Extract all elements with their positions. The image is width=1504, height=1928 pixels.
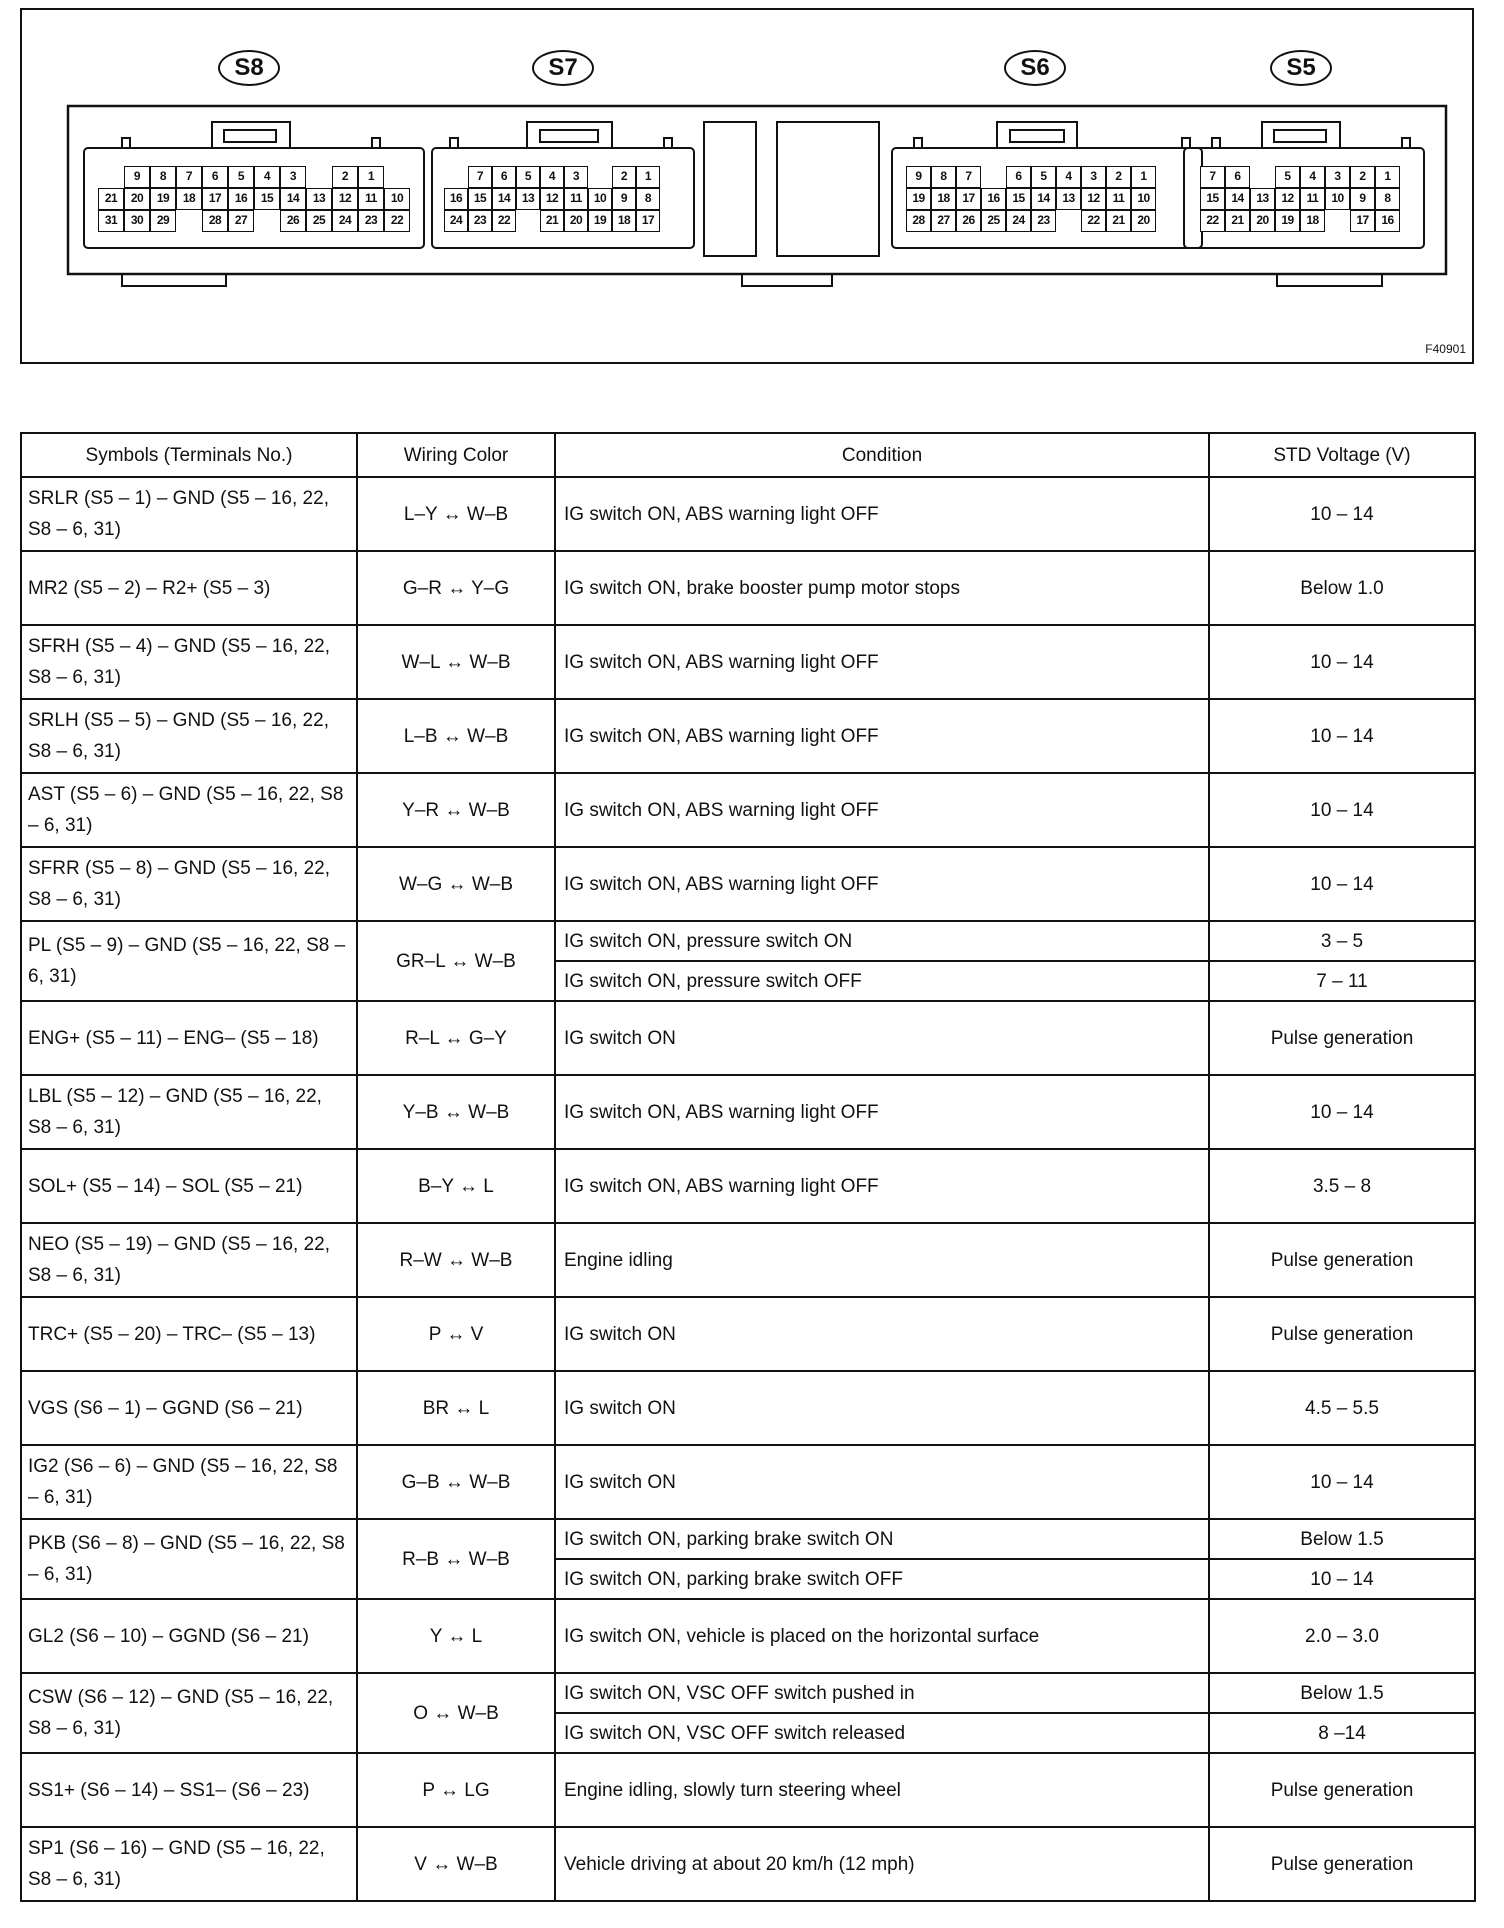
cell-symbol: SFRR (S5 – 8) – GND (S5 – 16, 22, S8 – 6, 31)	[21, 847, 357, 921]
pin-cell: 27	[931, 210, 956, 232]
pin-cell: 20	[564, 210, 588, 232]
pin-cell: 19	[150, 188, 176, 210]
cell-symbol: AST (S5 – 6) – GND (S5 – 16, 22, S8 – 6, 31)	[21, 773, 357, 847]
cell-symbol: VGS (S6 – 1) – GGND (S6 – 21)	[21, 1371, 357, 1445]
cell-condition: IG switch ON, parking brake switch ON	[555, 1519, 1209, 1559]
cell-wiring-color: BR ↔ L	[357, 1371, 555, 1445]
cell-condition: IG switch ON, ABS warning light OFF	[555, 625, 1209, 699]
pin-cell: 2	[1350, 166, 1375, 188]
cell-std-voltage: 7 – 11	[1209, 961, 1475, 1001]
pin-cell: 5	[516, 166, 540, 188]
pin-cell: 26	[956, 210, 981, 232]
pin-cell: 28	[202, 210, 228, 232]
pin-cell: 10	[1325, 188, 1350, 210]
cell-std-voltage: Pulse generation	[1209, 1827, 1475, 1901]
pin-cell: 17	[1350, 210, 1375, 232]
cell-condition: IG switch ON, ABS warning light OFF	[555, 773, 1209, 847]
pin-cell: 12	[1081, 188, 1106, 210]
cell-std-voltage: 10 – 14	[1209, 699, 1475, 773]
cell-wiring-color: Y ↔ L	[357, 1599, 555, 1673]
pin-cell: 4	[1300, 166, 1325, 188]
terminal-voltage-table	[20, 432, 1474, 1902]
pin-cell: 25	[981, 210, 1006, 232]
pin-cell: 5	[228, 166, 254, 188]
pin-cell: 25	[306, 210, 332, 232]
cell-wiring-color: L–B ↔ W–B	[357, 699, 555, 773]
cell-wiring-color: GR–L ↔ W–B	[357, 921, 555, 1001]
cell-wiring-color: R–W ↔ W–B	[357, 1223, 555, 1297]
pin-cell: 17	[636, 210, 660, 232]
pin-cell: 9	[612, 188, 636, 210]
pin-cell: 14	[492, 188, 516, 210]
pin-cell: 18	[176, 188, 202, 210]
cell-wiring-color: R–L ↔ G–Y	[357, 1001, 555, 1075]
cell-std-voltage: Below 1.5	[1209, 1673, 1475, 1713]
pin-cell: 1	[1375, 166, 1400, 188]
header-symbols: Symbols (Terminals No.)	[21, 433, 357, 477]
pin-cell: 30	[124, 210, 150, 232]
pin-cell: 6	[202, 166, 228, 188]
pin-cell	[1056, 210, 1081, 232]
connector-s5-pins	[1200, 166, 1400, 232]
table-row	[21, 477, 1475, 551]
pin-cell: 20	[124, 188, 150, 210]
pin-cell: 11	[358, 188, 384, 210]
pin-cell: 29	[150, 210, 176, 232]
pin-cell: 26	[280, 210, 306, 232]
connector-s6-pins	[906, 166, 1156, 232]
pin-cell	[384, 166, 410, 188]
pin-cell: 5	[1275, 166, 1300, 188]
cell-std-voltage: Pulse generation	[1209, 1001, 1475, 1075]
table-row	[21, 625, 1475, 699]
pin-cell: 20	[1250, 210, 1275, 232]
pin-cell: 9	[124, 166, 150, 188]
pin-cell: 6	[492, 166, 516, 188]
pin-cell: 3	[1325, 166, 1350, 188]
pin-cell: 9	[1350, 188, 1375, 210]
cell-symbol: PKB (S6 – 8) – GND (S5 – 16, 22, S8 – 6, 31)	[21, 1519, 357, 1599]
pin-cell: 3	[1081, 166, 1106, 188]
cell-condition: IG switch ON, vehicle is placed on the horizontal surface	[555, 1599, 1209, 1673]
pin-cell: 6	[1225, 166, 1250, 188]
pin-cell: 7	[468, 166, 492, 188]
pin-cell: 1	[636, 166, 660, 188]
pin-cell	[1325, 210, 1350, 232]
header-wiring-color: Wiring Color	[357, 433, 555, 477]
pin-cell: 8	[636, 188, 660, 210]
pin-cell: 21	[1225, 210, 1250, 232]
pin-cell: 14	[1031, 188, 1056, 210]
table-row	[21, 847, 1475, 921]
pin-cell: 11	[564, 188, 588, 210]
pin-cell	[660, 188, 684, 210]
table-row	[21, 1075, 1475, 1149]
pin-cell: 23	[1031, 210, 1056, 232]
cell-condition: IG switch ON, parking brake switch OFF	[555, 1559, 1209, 1599]
pin-cell: 19	[906, 188, 931, 210]
pin-cell: 8	[150, 166, 176, 188]
table-row	[21, 1519, 1475, 1559]
pin-cell	[306, 166, 332, 188]
pin-cell: 22	[384, 210, 410, 232]
pin-cell: 13	[1056, 188, 1081, 210]
cell-std-voltage: Pulse generation	[1209, 1753, 1475, 1827]
table-header-row	[21, 433, 1475, 477]
pin-cell: 15	[254, 188, 280, 210]
cell-condition: Vehicle driving at about 20 km/h (12 mph)	[555, 1827, 1209, 1901]
pin-cell: 15	[1200, 188, 1225, 210]
cell-std-voltage: Pulse generation	[1209, 1223, 1475, 1297]
cell-std-voltage: Below 1.5	[1209, 1519, 1475, 1559]
pin-cell: 18	[1300, 210, 1325, 232]
pin-cell: 22	[1081, 210, 1106, 232]
pin-cell: 22	[492, 210, 516, 232]
connector-label-s7: S7	[532, 50, 594, 86]
cell-symbol: CSW (S6 – 12) – GND (S5 – 16, 22, S8 – 6, 31)	[21, 1673, 357, 1753]
cell-condition: IG switch ON, ABS warning light OFF	[555, 1075, 1209, 1149]
cell-std-voltage: 8 –14	[1209, 1713, 1475, 1753]
cell-condition: IG switch ON, pressure switch OFF	[555, 961, 1209, 1001]
connector-s8-pins	[98, 166, 410, 232]
cell-wiring-color: L–Y ↔ W–B	[357, 477, 555, 551]
cell-std-voltage: 10 – 14	[1209, 1559, 1475, 1599]
pin-cell	[516, 210, 540, 232]
pin-cell: 7	[956, 166, 981, 188]
cell-std-voltage: 10 – 14	[1209, 773, 1475, 847]
cell-condition: IG switch ON	[555, 1001, 1209, 1075]
table-row	[21, 551, 1475, 625]
pin-cell	[254, 210, 280, 232]
pin-cell: 10	[1131, 188, 1156, 210]
cell-symbol: SP1 (S6 – 16) – GND (S5 – 16, 22, S8 – 6, 31)	[21, 1827, 357, 1901]
pin-cell: 2	[332, 166, 358, 188]
cell-wiring-color: O ↔ W–B	[357, 1673, 555, 1753]
pin-cell: 18	[931, 188, 956, 210]
pin-cell: 13	[1250, 188, 1275, 210]
pin-cell: 24	[444, 210, 468, 232]
header-condition: Condition	[555, 433, 1209, 477]
cell-symbol: SS1+ (S6 – 14) – SS1– (S6 – 23)	[21, 1753, 357, 1827]
table-row	[21, 1827, 1475, 1901]
cell-condition: IG switch ON, ABS warning light OFF	[555, 1149, 1209, 1223]
cell-condition: IG switch ON	[555, 1297, 1209, 1371]
table-row	[21, 773, 1475, 847]
pin-cell: 13	[516, 188, 540, 210]
pin-cell: 23	[358, 210, 384, 232]
pin-cell: 19	[588, 210, 612, 232]
pin-cell	[660, 166, 684, 188]
connector-s7-pins	[444, 166, 684, 232]
cell-condition: IG switch ON, ABS warning light OFF	[555, 477, 1209, 551]
table-row	[21, 921, 1475, 961]
pin-cell	[588, 166, 612, 188]
pin-cell: 27	[228, 210, 254, 232]
cell-condition: IG switch ON, ABS warning light OFF	[555, 699, 1209, 773]
pin-cell: 16	[444, 188, 468, 210]
cell-std-voltage: 10 – 14	[1209, 625, 1475, 699]
pin-cell: 12	[332, 188, 358, 210]
pin-cell: 18	[612, 210, 636, 232]
pin-cell: 16	[228, 188, 254, 210]
pin-cell: 12	[540, 188, 564, 210]
pin-cell: 21	[540, 210, 564, 232]
cell-std-voltage: 4.5 – 5.5	[1209, 1371, 1475, 1445]
cell-condition: IG switch ON, ABS warning light OFF	[555, 847, 1209, 921]
cell-std-voltage: Below 1.0	[1209, 551, 1475, 625]
pin-cell: 23	[468, 210, 492, 232]
cell-symbol: ENG+ (S5 – 11) – ENG– (S5 – 18)	[21, 1001, 357, 1075]
cell-wiring-color: W–G ↔ W–B	[357, 847, 555, 921]
pin-cell: 7	[1200, 166, 1225, 188]
cell-condition: IG switch ON	[555, 1371, 1209, 1445]
pin-cell: 9	[906, 166, 931, 188]
cell-symbol: IG2 (S6 – 6) – GND (S5 – 16, 22, S8 – 6, 31)	[21, 1445, 357, 1519]
pin-cell: 19	[1275, 210, 1300, 232]
cell-condition: IG switch ON	[555, 1445, 1209, 1519]
pin-cell: 8	[1375, 188, 1400, 210]
cell-condition: IG switch ON, pressure switch ON	[555, 921, 1209, 961]
pin-cell: 4	[1056, 166, 1081, 188]
cell-std-voltage: 10 – 14	[1209, 847, 1475, 921]
pin-cell: 24	[332, 210, 358, 232]
cell-wiring-color: Y–R ↔ W–B	[357, 773, 555, 847]
pin-cell: 2	[1106, 166, 1131, 188]
pin-cell: 22	[1200, 210, 1225, 232]
cell-std-voltage: Pulse generation	[1209, 1297, 1475, 1371]
pin-cell: 21	[1106, 210, 1131, 232]
pin-cell: 13	[306, 188, 332, 210]
pin-cell: 15	[1006, 188, 1031, 210]
cell-wiring-color: V ↔ W–B	[357, 1827, 555, 1901]
pin-cell: 2	[612, 166, 636, 188]
header-std-voltage: STD Voltage (V)	[1209, 433, 1475, 477]
table-row	[21, 699, 1475, 773]
cell-symbol: SRLH (S5 – 5) – GND (S5 – 16, 22, S8 – 6, 31)	[21, 699, 357, 773]
cell-symbol: LBL (S5 – 12) – GND (S5 – 16, 22, S8 – 6, 31)	[21, 1075, 357, 1149]
table-row	[21, 1445, 1475, 1519]
connector-label-s5: S5	[1270, 50, 1332, 86]
pin-cell: 3	[280, 166, 306, 188]
cell-condition: IG switch ON, VSC OFF switch pushed in	[555, 1673, 1209, 1713]
pin-cell: 10	[384, 188, 410, 210]
table-row	[21, 1371, 1475, 1445]
cell-symbol: SFRH (S5 – 4) – GND (S5 – 16, 22, S8 – 6, 31)	[21, 625, 357, 699]
cell-std-voltage: 2.0 – 3.0	[1209, 1599, 1475, 1673]
table-row	[21, 1673, 1475, 1713]
cell-wiring-color: P ↔ V	[357, 1297, 555, 1371]
pin-cell	[1250, 166, 1275, 188]
pin-cell: 1	[358, 166, 384, 188]
pin-cell: 1	[1131, 166, 1156, 188]
pin-cell: 28	[906, 210, 931, 232]
pin-cell: 17	[202, 188, 228, 210]
cell-std-voltage: 3 – 5	[1209, 921, 1475, 961]
table-row	[21, 1001, 1475, 1075]
cell-wiring-color: B–Y ↔ L	[357, 1149, 555, 1223]
cell-std-voltage: 10 – 14	[1209, 477, 1475, 551]
cell-wiring-color: G–B ↔ W–B	[357, 1445, 555, 1519]
pin-cell: 21	[98, 188, 124, 210]
pin-cell: 4	[540, 166, 564, 188]
pin-cell: 10	[588, 188, 612, 210]
cell-wiring-color: P ↔ LG	[357, 1753, 555, 1827]
cell-condition: IG switch ON, brake booster pump motor stops	[555, 551, 1209, 625]
table-row	[21, 1753, 1475, 1827]
table-row	[21, 1297, 1475, 1371]
pin-cell: 20	[1131, 210, 1156, 232]
figure-id: F40901	[1425, 342, 1466, 356]
pin-cell: 6	[1006, 166, 1031, 188]
cell-std-voltage: 3.5 – 8	[1209, 1149, 1475, 1223]
cell-condition: IG switch ON, VSC OFF switch released	[555, 1713, 1209, 1753]
cell-wiring-color: G–R ↔ Y–G	[357, 551, 555, 625]
connector-diagram	[20, 8, 1474, 364]
table-row	[21, 1223, 1475, 1297]
pin-cell: 15	[468, 188, 492, 210]
connector-label-s8: S8	[218, 50, 280, 86]
pin-cell: 4	[254, 166, 280, 188]
cell-symbol: SOL+ (S5 – 14) – SOL (S5 – 21)	[21, 1149, 357, 1223]
pin-cell: 11	[1106, 188, 1131, 210]
cell-symbol: TRC+ (S5 – 20) – TRC– (S5 – 13)	[21, 1297, 357, 1371]
pin-cell: 5	[1031, 166, 1056, 188]
pin-cell: 8	[931, 166, 956, 188]
pin-cell	[444, 166, 468, 188]
pin-cell: 12	[1275, 188, 1300, 210]
pin-cell: 16	[981, 188, 1006, 210]
cell-std-voltage: 10 – 14	[1209, 1445, 1475, 1519]
connector-label-s6: S6	[1004, 50, 1066, 86]
pin-cell: 14	[280, 188, 306, 210]
pin-cell: 16	[1375, 210, 1400, 232]
table-body	[21, 477, 1475, 1901]
pin-cell	[98, 166, 124, 188]
pin-cell: 17	[956, 188, 981, 210]
pin-cell: 14	[1225, 188, 1250, 210]
cell-condition: Engine idling, slowly turn steering wheel	[555, 1753, 1209, 1827]
pin-cell	[981, 166, 1006, 188]
cell-wiring-color: W–L ↔ W–B	[357, 625, 555, 699]
cell-wiring-color: Y–B ↔ W–B	[357, 1075, 555, 1149]
table-row	[21, 1599, 1475, 1673]
pin-cell: 31	[98, 210, 124, 232]
pin-cell	[660, 210, 684, 232]
pin-cell: 3	[564, 166, 588, 188]
cell-symbol: SRLR (S5 – 1) – GND (S5 – 16, 22, S8 – 6, 31)	[21, 477, 357, 551]
pin-cell: 11	[1300, 188, 1325, 210]
table-row	[21, 1149, 1475, 1223]
cell-condition: Engine idling	[555, 1223, 1209, 1297]
pin-cell: 7	[176, 166, 202, 188]
cell-symbol: GL2 (S6 – 10) – GGND (S6 – 21)	[21, 1599, 357, 1673]
pin-cell: 24	[1006, 210, 1031, 232]
cell-symbol: MR2 (S5 – 2) – R2+ (S5 – 3)	[21, 551, 357, 625]
cell-symbol: PL (S5 – 9) – GND (S5 – 16, 22, S8 – 6, 31)	[21, 921, 357, 1001]
cell-std-voltage: 10 – 14	[1209, 1075, 1475, 1149]
cell-symbol: NEO (S5 – 19) – GND (S5 – 16, 22, S8 – 6, 31)	[21, 1223, 357, 1297]
pin-cell	[176, 210, 202, 232]
cell-wiring-color: R–B ↔ W–B	[357, 1519, 555, 1599]
